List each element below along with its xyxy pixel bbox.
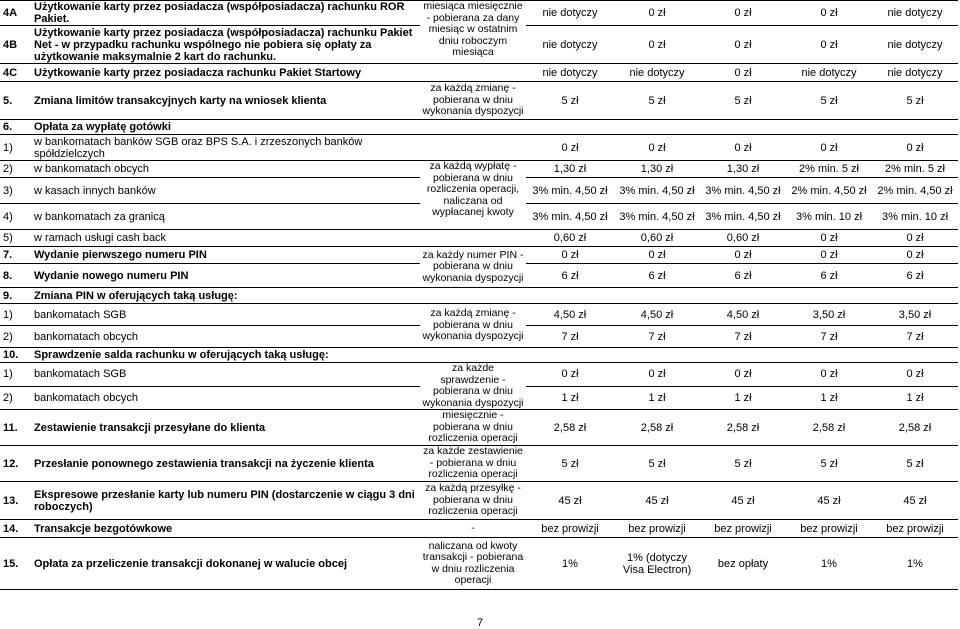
row-number: 14. xyxy=(0,520,32,538)
fee-value: 5 zł xyxy=(872,82,958,120)
fee-value: 3% min. 10 zł xyxy=(872,204,958,230)
table-row xyxy=(0,120,958,135)
fee-value: 5 zł xyxy=(872,446,958,482)
fee-description: miesiąca miesięcznie - pobierana za dany miesiąc w ostatnim dniu roboczym miesiąca xyxy=(420,1,526,64)
fee-value: 0 zł xyxy=(872,230,958,247)
row-label: Zmiana limitów transakcyjnych karty na wniosek klienta xyxy=(32,82,420,120)
table-row xyxy=(0,363,958,387)
row-number: 2) xyxy=(0,161,32,178)
fee-value: 3% min. 10 zł xyxy=(786,204,872,230)
row-label: Sprawdzenie salda rachunku w oferujących taką usługę: xyxy=(32,348,420,363)
fee-value: 0 zł xyxy=(526,363,614,387)
fee-value: 1% xyxy=(786,538,872,590)
fee-value: 3% min. 4,50 zł xyxy=(614,204,700,230)
row-label: Opłata za wypłatę gotówki xyxy=(32,120,420,135)
row-label: Zmiana PIN w oferujących taką usługę: xyxy=(32,288,420,304)
row-number: 4A xyxy=(0,1,32,26)
table-row xyxy=(0,135,958,161)
page-number: 7 xyxy=(476,617,484,629)
row-number: 10. xyxy=(0,348,32,363)
fee-value: nie dotyczy xyxy=(872,26,958,64)
row-number: 9. xyxy=(0,288,32,304)
fee-value: bez prowizji xyxy=(526,520,614,538)
fee-value: 2% min. 5 zł xyxy=(786,161,872,178)
fee-value: 45 zł xyxy=(700,482,786,520)
fee-value: 0 zł xyxy=(786,363,872,387)
fee-value: 5 zł xyxy=(786,446,872,482)
table-row xyxy=(0,1,958,26)
fee-value: 0 zł xyxy=(526,247,614,264)
fee-value: bez prowizji xyxy=(614,520,700,538)
row-number: 3) xyxy=(0,178,32,204)
fee-value: 0 zł xyxy=(786,247,872,264)
row-number: 4C xyxy=(0,64,32,82)
fee-value: 0,60 zł xyxy=(526,230,614,247)
fee-value: 0 zł xyxy=(700,26,786,64)
table-row xyxy=(0,446,958,482)
fee-value: 2% min. 4,50 zł xyxy=(872,178,958,204)
fee-value: bez prowizji xyxy=(872,520,958,538)
row-label: w kasach innych banków xyxy=(32,178,420,204)
row-label: Zestawienie transakcji przesyłane do klienta xyxy=(32,410,420,446)
fee-value: 1 zł xyxy=(786,386,872,410)
fee-value: 45 zł xyxy=(526,482,614,520)
fee-description: - xyxy=(420,520,526,538)
table-row xyxy=(0,520,958,538)
fee-description: za każdą wypłatę - pobierana w dniu rozliczenia operacji, naliczana od wypłacanej kwoty xyxy=(420,161,526,230)
fee-value: 1,30 zł xyxy=(614,161,700,178)
fee-value: 3% min. 4,50 zł xyxy=(614,178,700,204)
fee-value: 45 zł xyxy=(786,482,872,520)
fee-value: 4,50 zł xyxy=(614,304,700,326)
fee-value: 3% min. 4,50 zł xyxy=(700,178,786,204)
fee-value: 4,50 zł xyxy=(700,304,786,326)
table-row xyxy=(0,161,958,178)
fee-description: za każde sprawdzenie - pobierana w dniu wykonania dyspozycji xyxy=(420,363,526,410)
row-label: Przesłanie ponownego zestawienia transakcji na życzenie klienta xyxy=(32,446,420,482)
fee-value: 0 zł xyxy=(614,26,700,64)
row-label: Wydanie pierwszego numeru PIN xyxy=(32,247,420,264)
row-label: w bankomatach banków SGB oraz BPS S.A. i zrzeszonych banków spółdzielczych xyxy=(32,135,420,161)
fee-description: za każdą zmianę - pobierana w dniu wykonania dyspozycji xyxy=(420,82,526,120)
fee-value: nie dotyczy xyxy=(614,64,700,82)
fee-description: za każdą zmianę - pobierana w dniu wykonania dyspozycji xyxy=(420,304,526,348)
fee-value: 1% xyxy=(526,538,614,590)
row-label: Użytkowanie karty przez posiadacza rachunku Pakiet Startowy xyxy=(32,64,420,82)
row-number: 2) xyxy=(0,386,32,410)
row-number: 12. xyxy=(0,446,32,482)
fee-value: 45 zł xyxy=(872,482,958,520)
fee-value: nie dotyczy xyxy=(872,64,958,82)
row-label: w ramach usługi cash back xyxy=(32,230,420,247)
fee-value: 0 zł xyxy=(700,1,786,26)
fee-value: 0 zł xyxy=(872,135,958,161)
row-label: Opłata za przeliczenie transakcji dokonanej w walucie obcej xyxy=(32,538,420,590)
row-number: 11. xyxy=(0,410,32,446)
fee-value: 5 zł xyxy=(786,82,872,120)
fee-value: 5 zł xyxy=(700,446,786,482)
fee-value: 2,58 zł xyxy=(786,410,872,446)
fee-value: 3% min. 4,50 zł xyxy=(526,178,614,204)
fee-value: 3,50 zł xyxy=(786,304,872,326)
fee-value: 6 zł xyxy=(700,264,786,288)
fee-value: 5 zł xyxy=(614,82,700,120)
fee-value: 0 zł xyxy=(526,135,614,161)
fee-value: 1% (dotyczy Visa Electron) xyxy=(614,538,700,590)
row-label: Transakcje bezgotówkowe xyxy=(32,520,420,538)
table-row xyxy=(0,348,958,363)
fee-value: 1,30 zł xyxy=(700,161,786,178)
fee-value: 2,58 zł xyxy=(526,410,614,446)
fee-value: 7 zł xyxy=(614,326,700,348)
row-number: 5. xyxy=(0,82,32,120)
fee-value: bez prowizji xyxy=(786,520,872,538)
row-label: Użytkowanie karty przez posiadacza (współposiadacza) rachunku Pakiet Net - w przypadku rachunku wspólnego nie pobiera się opłaty za użytkowanie maksymalnie 2 kart do rachunku. xyxy=(32,26,420,64)
fee-value: nie dotyczy xyxy=(526,26,614,64)
fee-value: nie dotyczy xyxy=(526,64,614,82)
fee-value: 6 zł xyxy=(786,264,872,288)
fee-value: 7 zł xyxy=(786,326,872,348)
table-row xyxy=(0,247,958,264)
fee-value: 2,58 zł xyxy=(872,410,958,446)
fee-value: 3,50 zł xyxy=(872,304,958,326)
fee-value: 7 zł xyxy=(526,326,614,348)
row-number: 2) xyxy=(0,326,32,348)
fee-value: 6 zł xyxy=(872,264,958,288)
fee-value: 5 zł xyxy=(526,446,614,482)
table-row xyxy=(0,288,958,304)
fee-value: 2% min. 4,50 zł xyxy=(786,178,872,204)
fee-value: 0 zł xyxy=(786,230,872,247)
row-label: bankomatach SGB xyxy=(32,363,420,387)
row-number: 1) xyxy=(0,363,32,387)
fee-value: 0,60 zł xyxy=(614,230,700,247)
fee-value: 0 zł xyxy=(786,1,872,26)
fee-description: za każde zestawienie - pobierana w dniu rozliczenia operacji xyxy=(420,446,526,482)
fee-value: bez prowizji xyxy=(700,520,786,538)
fee-value: 4,50 zł xyxy=(526,304,614,326)
row-number: 5) xyxy=(0,230,32,247)
fee-description: miesięcznie - pobierana w dniu rozliczenia operacji xyxy=(420,410,526,446)
fee-value: 0 zł xyxy=(872,247,958,264)
row-label: Użytkowanie karty przez posiadacza (współposiadacza) rachunku ROR Pakiet. xyxy=(32,1,420,26)
fee-value: nie dotyczy xyxy=(526,1,614,26)
fee-value: 0 zł xyxy=(614,135,700,161)
fee-value: 6 zł xyxy=(526,264,614,288)
row-label: w bankomatach za granicą xyxy=(32,204,420,230)
table-row xyxy=(0,64,958,82)
row-number: 1) xyxy=(0,304,32,326)
fee-value: 1 zł xyxy=(526,386,614,410)
table-row xyxy=(0,304,958,326)
fee-value: nie dotyczy xyxy=(786,64,872,82)
fee-value: 3% min. 4,50 zł xyxy=(700,204,786,230)
row-number: 1) xyxy=(0,135,32,161)
fee-value: 2,58 zł xyxy=(700,410,786,446)
table-row xyxy=(0,230,958,247)
fee-value: 2,58 zł xyxy=(614,410,700,446)
fee-value: 1 zł xyxy=(614,386,700,410)
fee-value: 5 zł xyxy=(700,82,786,120)
fee-value: 0 zł xyxy=(872,363,958,387)
fee-description xyxy=(420,64,526,82)
fee-value: nie dotyczy xyxy=(872,1,958,26)
fee-value: 1 zł xyxy=(872,386,958,410)
fee-value: bez opłaty xyxy=(700,538,786,590)
fee-value: 5 zł xyxy=(526,82,614,120)
table-row xyxy=(0,482,958,520)
row-label: Ekspresowe przesłanie karty lub numeru PIN (dostarczenie w ciągu 3 dni roboczych) xyxy=(32,482,420,520)
fee-value: 0 zł xyxy=(700,363,786,387)
fee-value: 0 zł xyxy=(700,247,786,264)
fee-description: za każdą przesyłkę - pobierana w dniu rozliczenia operacji xyxy=(420,482,526,520)
fee-value: 1 zł xyxy=(700,386,786,410)
fee-value: 0,60 zł xyxy=(700,230,786,247)
fee-value: 0 zł xyxy=(614,1,700,26)
table-row xyxy=(0,538,958,590)
fee-description: naliczana od kwoty transakcji - pobierana w dniu rozliczenia operacji xyxy=(420,538,526,590)
fee-value: 0 zł xyxy=(786,26,872,64)
fee-value: 0 zł xyxy=(700,135,786,161)
fee-value: 7 zł xyxy=(872,326,958,348)
row-number: 13. xyxy=(0,482,32,520)
row-number: 15. xyxy=(0,538,32,590)
fee-value: 2% min. 5 zł xyxy=(872,161,958,178)
fee-value: 45 zł xyxy=(614,482,700,520)
fee-value: 5 zł xyxy=(614,446,700,482)
fee-description: za każdy numer PIN - pobierana w dniu wykonania dyspozycji xyxy=(420,247,526,288)
fee-value: 3% min. 4,50 zł xyxy=(526,204,614,230)
row-number: 6. xyxy=(0,120,32,135)
row-label: bankomatach obcych xyxy=(32,326,420,348)
row-label: bankomatach SGB xyxy=(32,304,420,326)
fee-value: 0 zł xyxy=(786,135,872,161)
row-number: 8. xyxy=(0,264,32,288)
row-number: 4B xyxy=(0,26,32,64)
fee-value: 1,30 zł xyxy=(526,161,614,178)
table-row xyxy=(0,410,958,446)
table-row xyxy=(0,82,958,120)
fee-value: 7 zł xyxy=(700,326,786,348)
row-label: w bankomatach obcych xyxy=(32,161,420,178)
row-number: 4) xyxy=(0,204,32,230)
fee-value: 0 zł xyxy=(700,64,786,82)
fee-value: 0 zł xyxy=(614,363,700,387)
fee-value: 1% xyxy=(872,538,958,590)
row-label: bankomatach obcych xyxy=(32,386,420,410)
row-label: Wydanie nowego numeru PIN xyxy=(32,264,420,288)
fee-value: 6 zł xyxy=(614,264,700,288)
row-number: 7. xyxy=(0,247,32,264)
fee-value: 0 zł xyxy=(614,247,700,264)
